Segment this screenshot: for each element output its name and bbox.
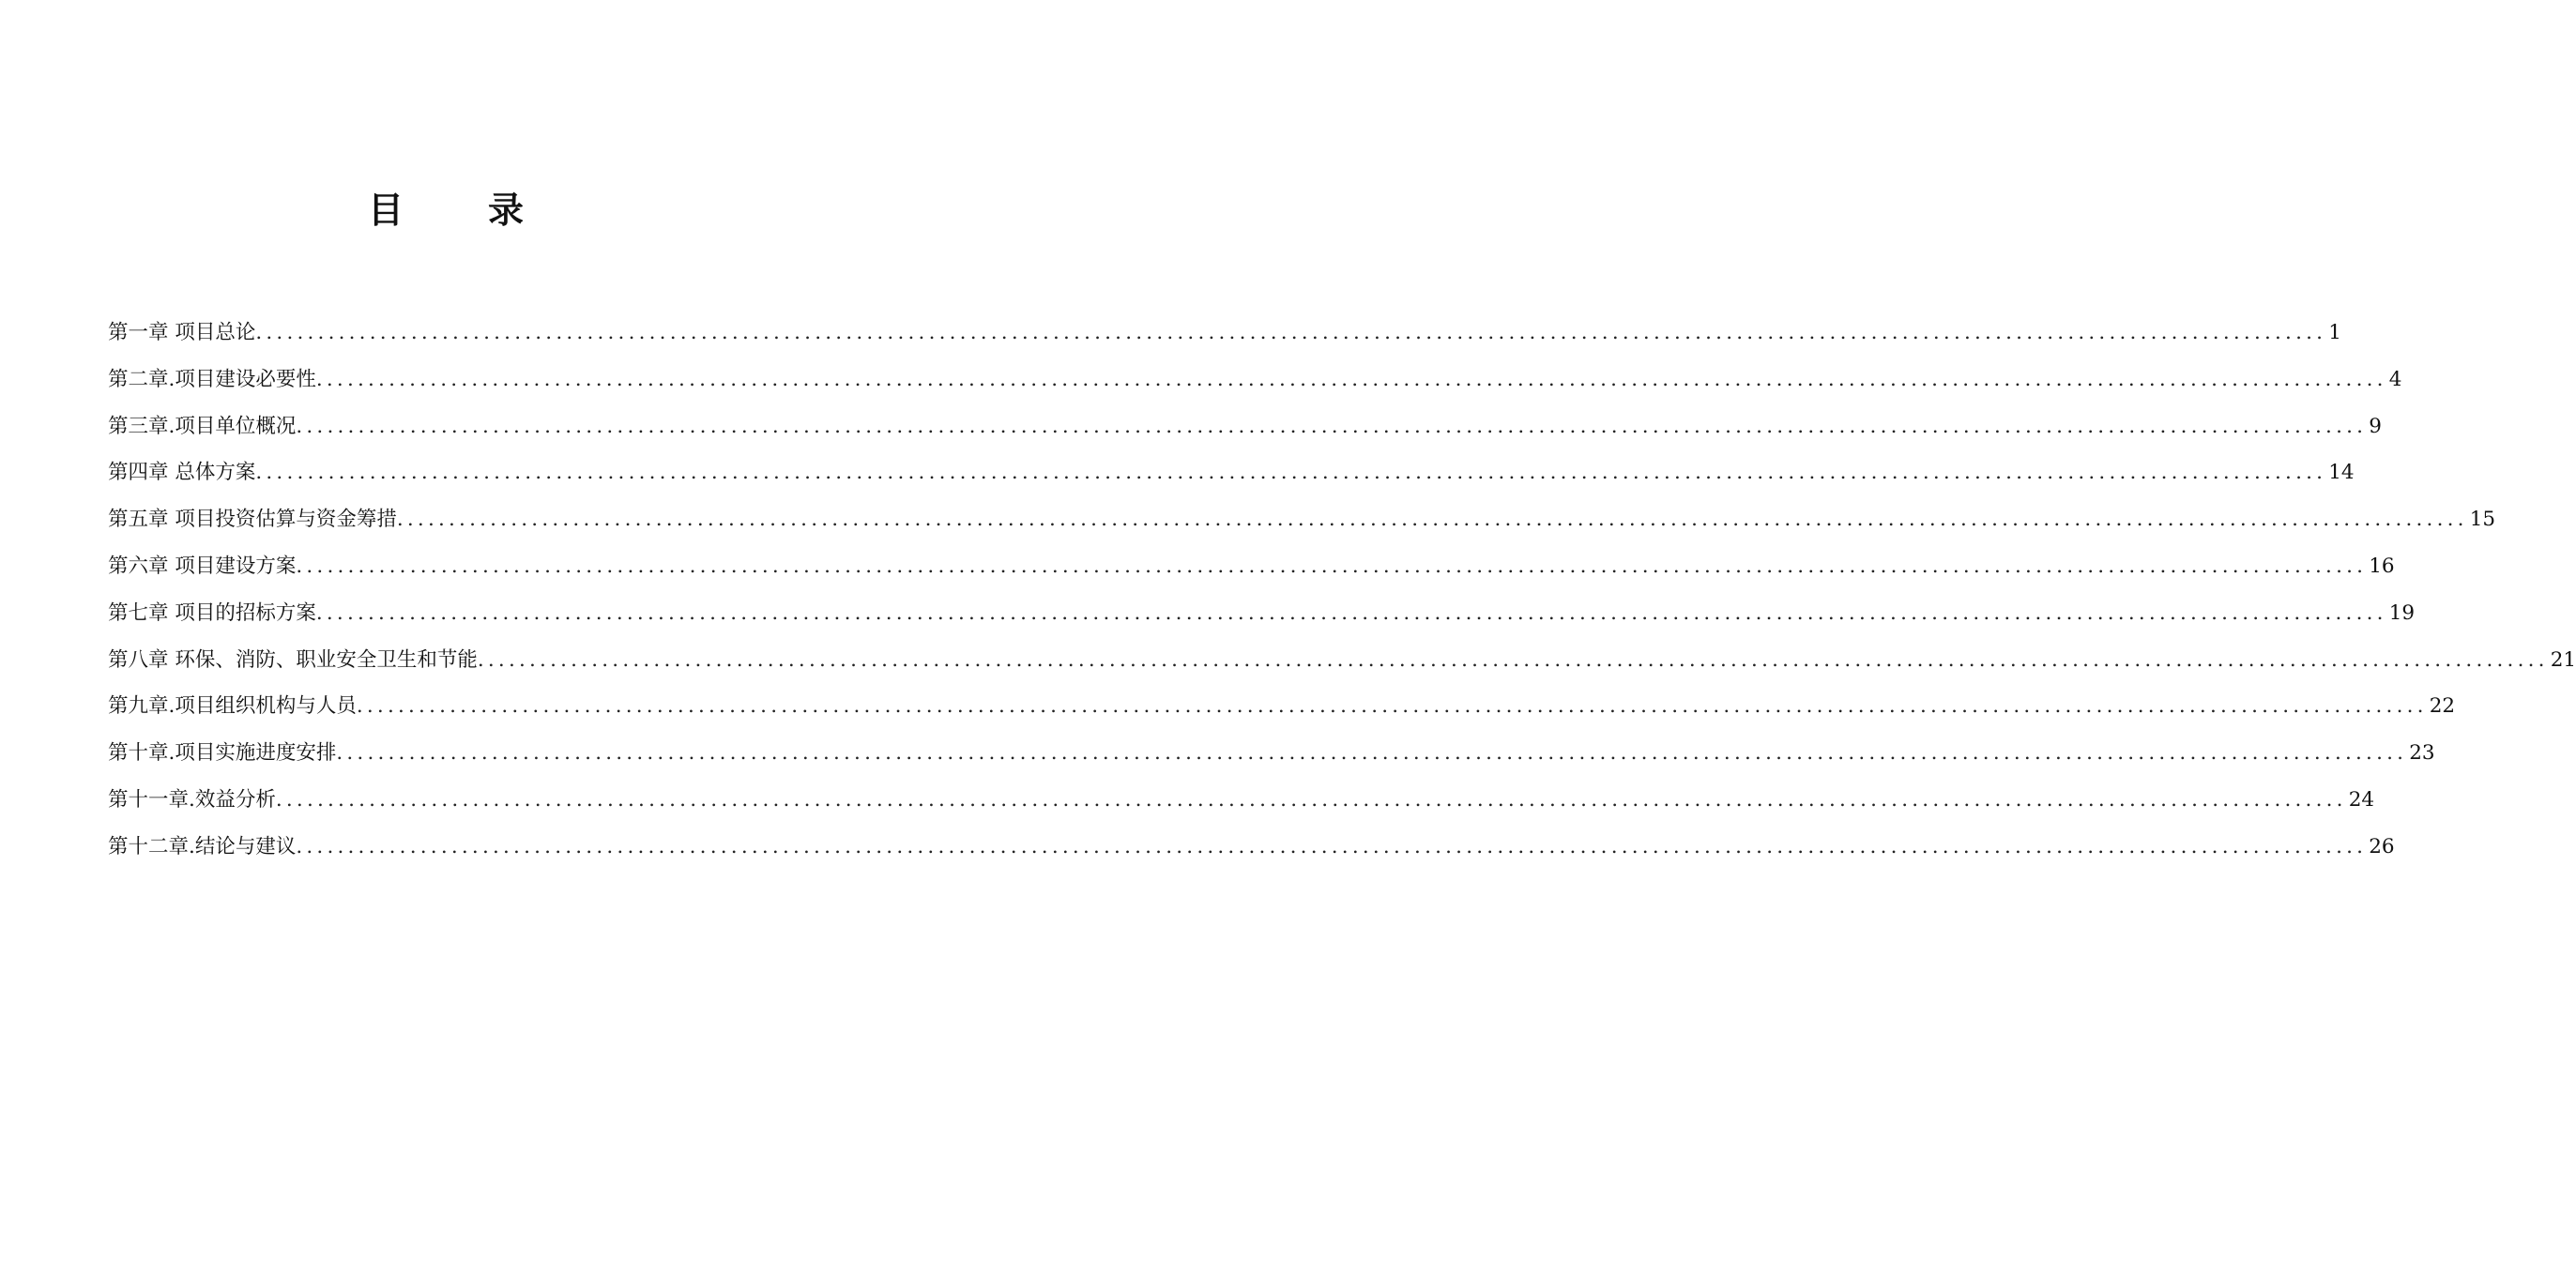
toc-entry-page: 26 xyxy=(2369,834,2395,858)
toc-entry[interactable] xyxy=(108,683,2456,730)
toc-entry-label: 第三章.项目单位概况 xyxy=(108,414,297,438)
toc-leader-dots: ........................................................................................................................................................................................................ xyxy=(296,414,2368,438)
toc-leader-dots: ........................................................................................................................................................................................................ xyxy=(356,694,2428,719)
toc-entry-page: 23 xyxy=(2409,741,2435,766)
toc-entry[interactable] xyxy=(108,310,2341,357)
toc-entry-page: 4 xyxy=(2388,367,2402,391)
table-of-contents xyxy=(108,310,2576,871)
toc-entry-page: 21 xyxy=(2550,647,2576,672)
toc-leader-dots: ........................................................................................................................................................................................................ xyxy=(255,321,2327,344)
toc-entry-page: 19 xyxy=(2388,600,2416,625)
toc-entry-page: 9 xyxy=(2369,414,2382,438)
toc-entry-page: 24 xyxy=(2348,787,2375,812)
toc-entry-label: 第八章 环保、消防、职业安全卫生和节能 xyxy=(108,647,478,672)
toc-entry[interactable] xyxy=(108,590,2416,637)
toc-entry[interactable] xyxy=(108,637,2576,684)
toc-leader-dots: ........................................................................................................................................................................................................ xyxy=(275,787,2347,812)
toc-entry[interactable] xyxy=(108,824,2395,871)
toc-leader-dots: ........................................................................................................................................................................................................ xyxy=(296,834,2368,858)
toc-entry-label: 第九章.项目组织机构与人员 xyxy=(108,694,357,719)
toc-leader-dots: ........................................................................................................................................................................................................ xyxy=(255,461,2327,485)
toc-entry-page: 1 xyxy=(2328,321,2341,344)
toc-entry-label: 第五章 项目投资估算与资金筹措 xyxy=(108,508,397,532)
toc-entry-label: 第四章 总体方案 xyxy=(108,461,256,485)
toc-entry-label: 第十章.项目实施进度安排 xyxy=(108,741,337,766)
toc-entry-label: 第二章.项目建设必要性 xyxy=(108,367,316,391)
toc-entry[interactable] xyxy=(108,543,2395,590)
toc-entry-page: 15 xyxy=(2469,508,2496,532)
toc-entry[interactable] xyxy=(108,496,2496,543)
toc-entry-label: 第十一章.效益分析 xyxy=(108,787,276,812)
toc-entry[interactable] xyxy=(108,777,2375,824)
toc-entry-page: 14 xyxy=(2328,461,2355,485)
toc-entry-page: 22 xyxy=(2429,694,2456,719)
toc-entry-page: 16 xyxy=(2369,554,2395,578)
toc-leader-dots: ........................................................................................................................................................................................................ xyxy=(315,367,2387,391)
toc-leader-dots: ........................................................................................................................................................................................................ xyxy=(315,600,2387,625)
toc-leader-dots: ........................................................................................................................................................................................................ xyxy=(336,741,2408,766)
toc-entry-label: 第六章 项目建设方案 xyxy=(108,554,297,578)
toc-title-char-2: 录 xyxy=(488,190,525,231)
toc-entry[interactable] xyxy=(108,730,2435,777)
toc-title xyxy=(0,186,892,235)
toc-leader-dots: ........................................................................................................................................................................................................ xyxy=(296,554,2368,578)
toc-entry[interactable] xyxy=(108,357,2402,403)
toc-entry-label: 第一章 项目总论 xyxy=(108,321,256,344)
toc-entry[interactable] xyxy=(108,449,2355,496)
toc-title-char-1: 目 xyxy=(367,190,404,231)
toc-leader-dots: ........................................................................................................................................................................................................ xyxy=(477,647,2549,672)
toc-leader-dots: ........................................................................................................................................................................................................ xyxy=(396,508,2468,532)
toc-entry[interactable] xyxy=(108,403,2382,450)
toc-entry-label: 第十二章.结论与建议 xyxy=(108,834,297,858)
toc-entry-label: 第七章 项目的招标方案 xyxy=(108,600,316,625)
